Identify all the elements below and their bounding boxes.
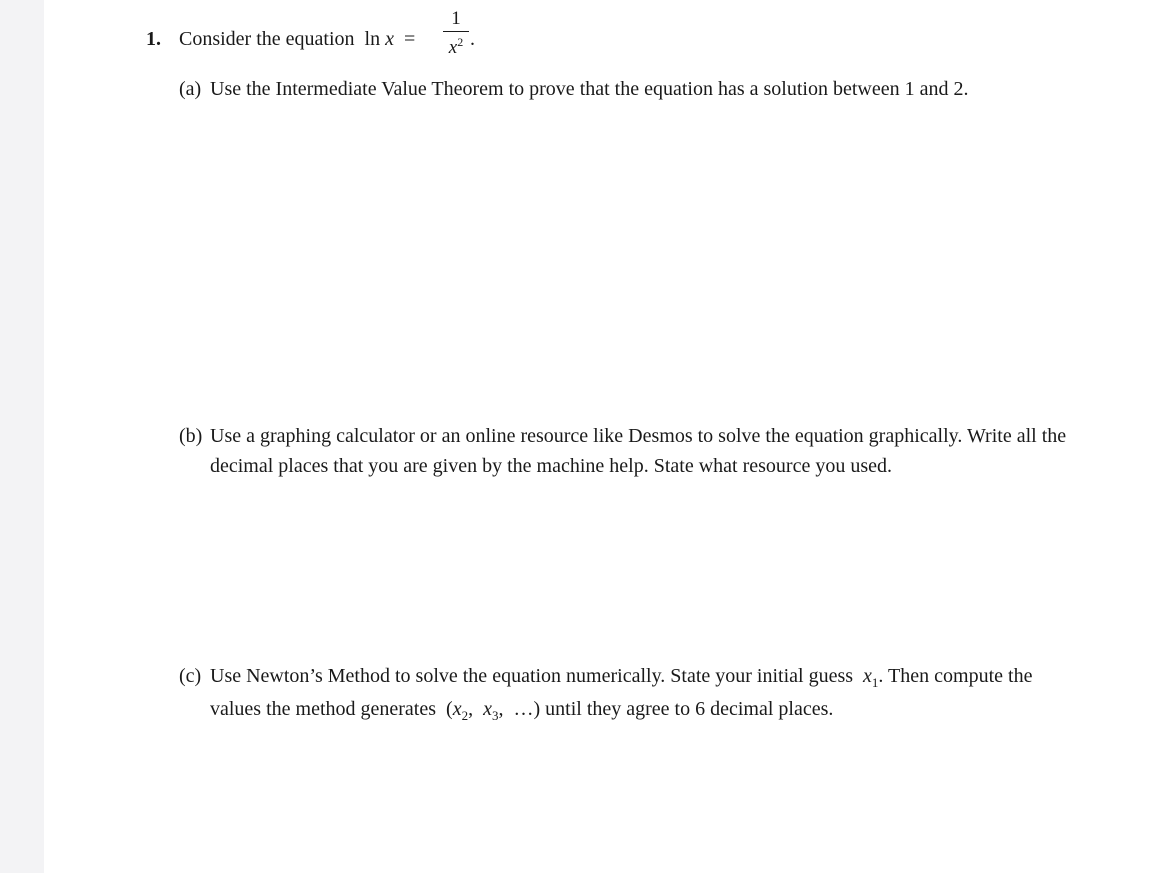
part-a-label: (a) [179,78,202,100]
fraction-numerator: 1 [451,8,461,29]
left-margin [0,0,44,873]
problem-stem [179,24,415,54]
part-b-label: (b) [179,425,203,447]
iterate-separator-1: , [468,698,474,720]
equation-period: . [470,28,475,50]
open-paren: ( [446,698,453,720]
iterate-x3-subscript: 3 [491,708,499,723]
iterate-ellipsis: … [513,698,534,720]
problem-stem-text: Consider the equation [179,28,355,50]
iterate-separator-2: , [498,698,504,720]
part-c-line1-pre: Use Newton’s Method to solve the equation numerically. State your initial guess [210,665,854,687]
fraction-denominator [443,32,469,58]
part-c-line1-post: . Then compute the [878,665,1033,687]
iterate-x2-variable: x [452,698,462,720]
part-a-text: Use the Intermediate Value Theorem to prove that the equation has a solution between 1 and 2. [210,78,969,100]
part-c-text-line2 [210,694,833,724]
equals-sign: = [403,28,416,50]
part-b-text-line2: decimal places that you are given by the machine help. State what resource you used. [210,455,892,477]
denominator-base: x [448,37,458,58]
iterate-x2-subscript: 2 [461,708,469,723]
equation-variable-x: x [385,28,394,50]
ln-function: ln [364,28,381,50]
denominator-exponent: 2 [457,35,464,49]
problem-number: 1. [146,28,161,50]
part-c-text-line1 [210,661,1032,691]
part-c-label: (c) [179,665,202,687]
iterate-x3-variable: x [483,698,492,720]
initial-guess-subscript: 1 [871,675,879,690]
part-c-line2-post: until they agree to 6 decimal places. [545,698,834,720]
close-paren: ) [533,698,541,720]
part-b-text-line1: Use a graphing calculator or an online resource like Desmos to solve the equation graphically. Write all the [210,425,1067,447]
part-c-line2-pre: values the method generates [210,698,437,720]
initial-guess-variable: x [863,665,872,687]
equation-fraction [443,8,469,58]
